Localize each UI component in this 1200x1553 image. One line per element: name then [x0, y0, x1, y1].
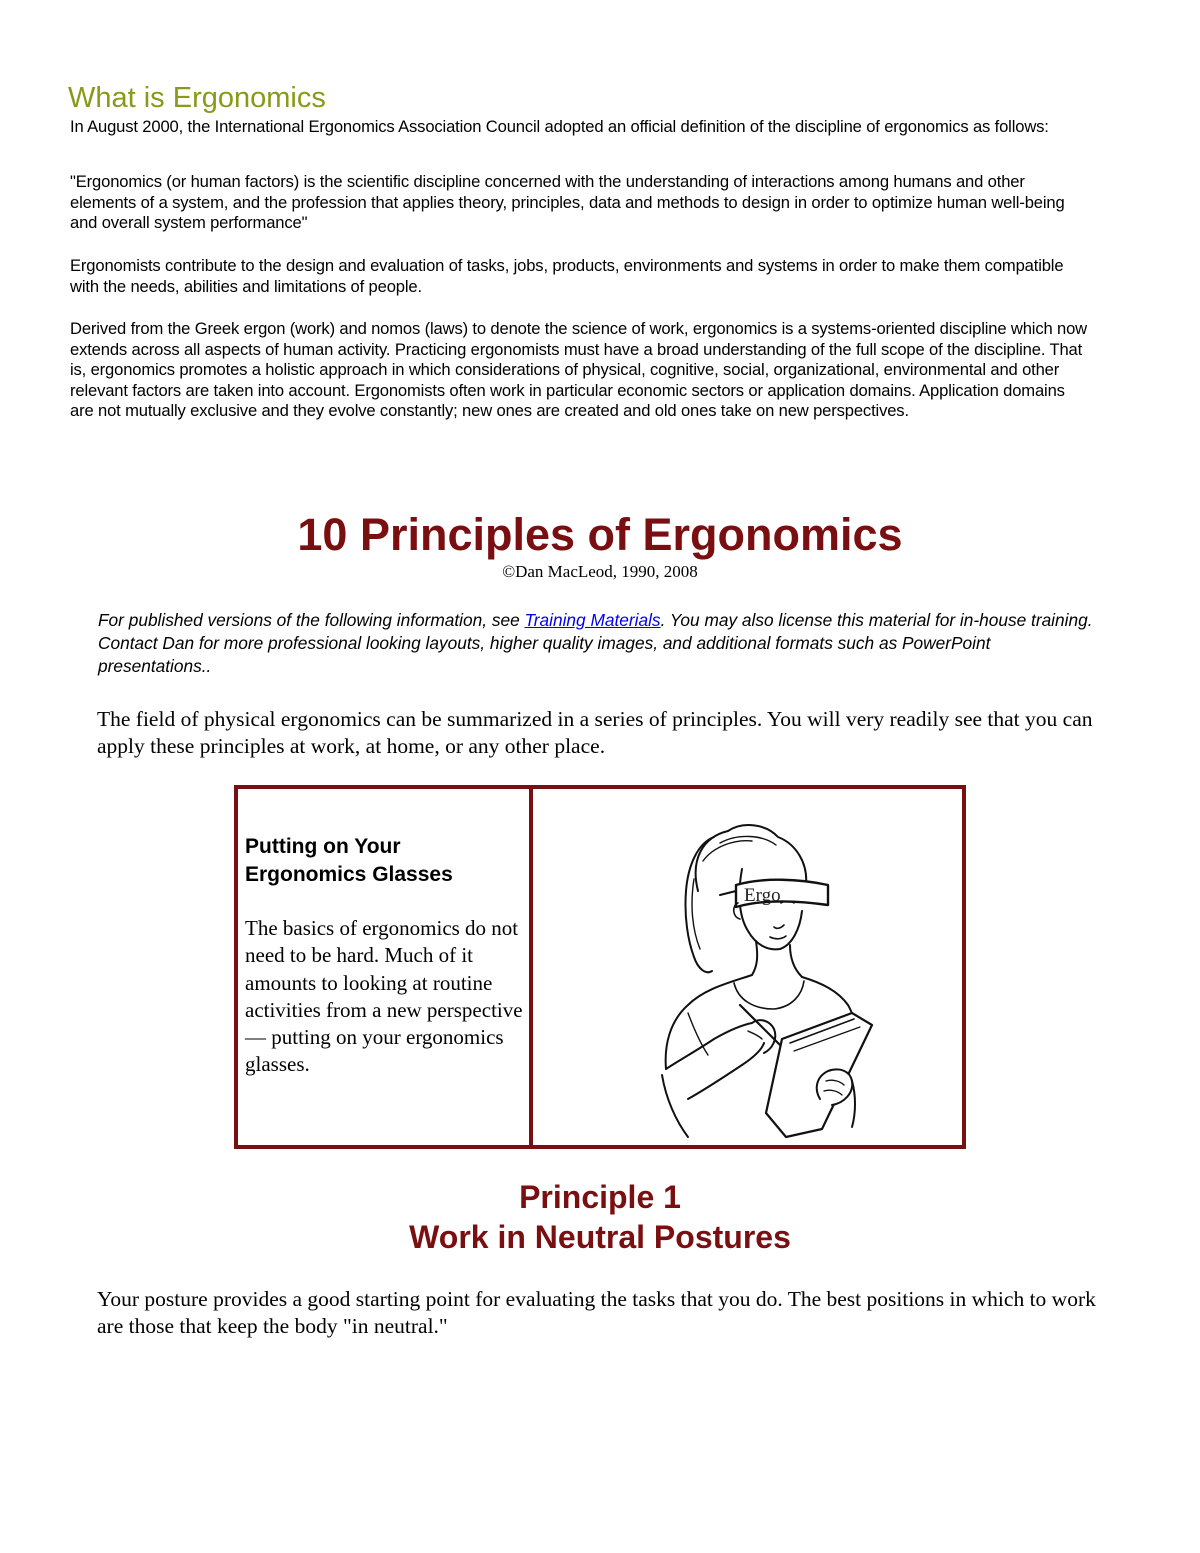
intro-paragraph-3: Ergonomists contribute to the design and evaluation of tasks, jobs, products, environments and systems in order to make them compatible with the needs, abilities and limitations of people. [70, 256, 1064, 296]
box-divider [529, 789, 533, 1145]
holding-hand [817, 1069, 853, 1105]
ergonomics-glasses-box [234, 785, 966, 1149]
glasses-box-heading: Putting on Your Ergonomics Glasses [245, 835, 453, 886]
intro-heading: What is Ergonomics [68, 82, 326, 114]
intro-paragraph-4: Derived from the Greek ergon (work) and nomos (laws) to denote the science of work, ergonomics is a systems-oriented discipline which now extends across all aspects of human activity. Practicing ergonomists must have a broad understanding of the full scope of the discipline. That is, ergonomics promotes a holistic approach in which considerations of physical, cognitive, social, organizational, environmental and other relevant factors are taken into account. Ergonomists often work in particular economic sectors or application domains. Application domains are not mutually exclusive and they evolve constantly; new ones are created and old ones take on new perspectives. [70, 319, 1088, 420]
glasses-box-text: The basics of ergonomics do not need to be hard. Much of it amounts to looking at routine activities from a new perspective — putting on your ergonomics glasses. [245, 916, 523, 1077]
publication-note [98, 609, 1108, 678]
glasses-label: Ergo [744, 885, 781, 906]
intro-paragraph-1: In August 2000, the International Ergonomics Association Council adopted an official definition of the discipline of ergonomics as follows: [70, 117, 1049, 136]
principle-1-title: Work in Neutral Postures [409, 1219, 791, 1255]
left-shoulder [666, 975, 752, 1069]
principle-1-number: Principle 1 [519, 1179, 681, 1215]
posture-paragraph: Your posture provides a good starting point for evaluating the tasks that you do. The best positions in which to work are those that keep the body "in neutral." [97, 1287, 1096, 1338]
woman-with-clipboard-illustration [538, 799, 963, 1144]
note-text-after: . You may also license this material for in-house training. Contact Dan for more professional looking layouts, higher quality images, and additional formats such as PowerPoint presentations.. [98, 610, 1093, 676]
ponytail [685, 837, 714, 972]
principles-title: 10 Principles of Ergonomics [297, 509, 903, 560]
note-text-before: For published versions of the following information, see [98, 610, 525, 630]
writing-arm [666, 1023, 752, 1069]
definition-quote: "Ergonomics (or human factors) is the scientific discipline concerned with the understanding of interactions among humans and other elements of a system, and the profession that applies theory, principles, data and methods to design in order to optimize human well-being and overall system performance" [70, 172, 1065, 232]
copyright-line: ©Dan MacLeod, 1990, 2008 [502, 562, 698, 581]
summary-paragraph: The field of physical ergonomics can be summarized in a series of principles. You will very readily see that you can apply these principles at work, at home, or any other place. [97, 707, 1093, 758]
training-materials-link[interactable]: Training Materials [524, 610, 661, 630]
